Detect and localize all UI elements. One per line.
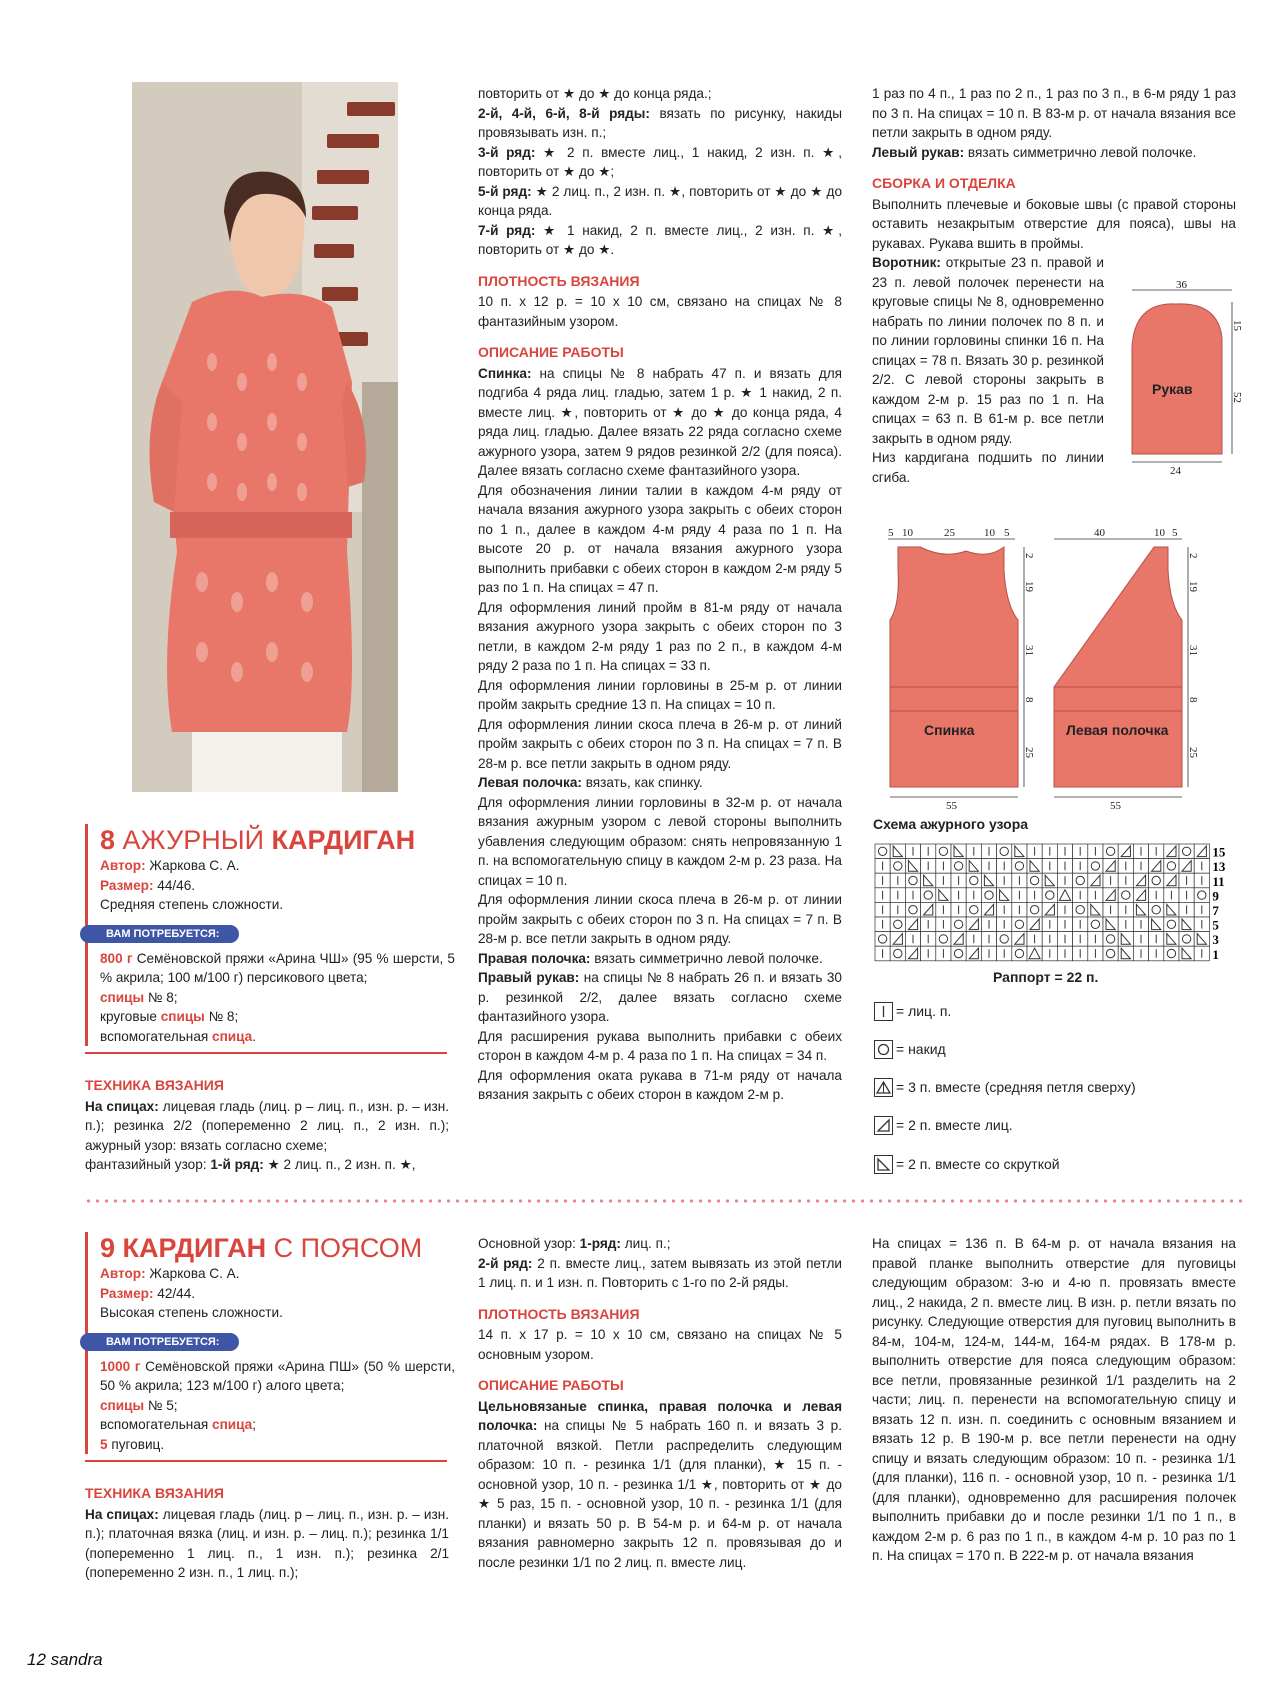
chart-cell	[1118, 888, 1133, 903]
item8-materials-badge: ВАМ ПОТРЕБУЕТСЯ:	[80, 925, 239, 943]
front-v3: 31	[1187, 645, 1199, 656]
right-sleeve-instruction: Правый рукав: на спицы № 8 набрать 26 п. и вязать 30 р. резинкой 2/2, далее вязать согласно схеме фантазийного узора.	[478, 970, 842, 1024]
legend-two-together-twist: = 2 п. вместе со скруткой	[874, 1155, 1060, 1175]
item9-column-right	[872, 1234, 1236, 1614]
three-together-icon	[874, 1078, 893, 1097]
right-front-instruction: Правая полочка: вязать симметрично левой полочке.	[478, 950, 823, 966]
chart-cell	[981, 888, 996, 903]
chart-cell	[1164, 859, 1179, 874]
section-separator	[84, 1199, 1242, 1203]
chart-cell	[1103, 946, 1118, 961]
item9-density-heading: ПЛОТНОСТЬ ВЯЗАНИЯ	[478, 1305, 640, 1322]
neck-instruction: Для оформления линии горловины в 25-м р. от линии пройм закрыть средние 13 п. На спицах = 10 п.	[478, 677, 842, 712]
yarn-over-icon	[874, 1040, 893, 1059]
item9-technique-heading: ТЕХНИКА ВЯЗАНИЯ	[85, 1485, 224, 1501]
back-top-4: 10	[984, 527, 995, 539]
item9-size: Размер: 42/44.	[100, 1285, 196, 1301]
section-heading-assembly: СБОРКА И ОТДЕЛКА	[872, 175, 1016, 191]
sleeve-increase-instruction: Для расширения рукава выполнить прибавки с обеих сторон в каждом 4-м р. 4 раза по 1 п. На спицах = 34 п.	[478, 1028, 842, 1063]
two-together-knit-icon	[874, 1116, 893, 1135]
item9-density-text: 14 п. х 17 р. = 10 х 10 см, связано на спицах № 5 основным узором.	[478, 1327, 842, 1362]
item8-circular-needles: круговые спицы № 8;	[100, 1009, 239, 1024]
item9-aux-needle: вспомогательная спица;	[100, 1417, 257, 1432]
legend-three-together: = 3 п. вместе (средняя петля сверху)	[874, 1078, 1136, 1098]
front-v5: 25	[1187, 747, 1199, 758]
rapport-label: Раппорт = 22 п.	[993, 969, 1099, 985]
row-number: 11	[1212, 873, 1225, 889]
back-label: Спинка	[924, 722, 975, 738]
front-top-1: 40	[1094, 527, 1105, 539]
sleeve-top-width: 36	[1176, 280, 1187, 291]
chart-cell	[1012, 859, 1027, 874]
front-v1: 2	[1187, 553, 1199, 559]
row-5-instruction: 5-й ряд: ★ 2 лиц. п., 2 изн. п. ★, повторить от ★ до ★ до конца ряда.	[478, 183, 842, 218]
front-v4: 8	[1187, 697, 1199, 703]
item9-technique	[85, 1470, 449, 1600]
hem-instruction: Низ кардигана подшить по линии сгиба.	[872, 450, 1104, 485]
collar-instruction: Воротник: открытые 23 п. правой и 23 п. левой полочек перенести на круговые спицы № 8, одновременно набрать по линии полочек по 8 п. и по линии горловины спинки 16 п. На спицах = 78 п. Вязать 30 р. резинкой 2/2. С левой стороны закрыть в каждом 2-м р. 15 раз по 1 п. На спицах = 63 п. В 61-м р. все петли закрыть в одном ряду.	[872, 255, 1104, 446]
chart-cell	[1012, 917, 1027, 932]
chart-cell	[936, 844, 951, 859]
back-bottom-width: 55	[946, 800, 957, 812]
chart-cell	[1073, 902, 1088, 917]
item9-description-text: Цельновязаные спинка, правая полочка и левая полочка: на спицы № 5 набрать 160 п. и вязать 3 р. платочной вязкой. Петли распределить следующим образом: 10 п. - резинка 1/1 (для планки), ★ 15 п. - основной узор, 10 п. - резинка 1/1 ★, повторить от ★ до ★ 5 раз, 15 п. - основной узор, 10 п. - резинка 1/1 (для планки) и вязать 50 р. В 54-м р. и 64-м р. от начала вязания равномерно закрыть 12 п. провязывая до и после резинки 1/1 по 2 лиц. п. вместе лиц.	[478, 1398, 842, 1570]
front-bottom-width: 55	[1110, 800, 1121, 812]
item9-title: 9 КАРДИГАН С ПОЯСОМ	[100, 1233, 423, 1263]
item8-aux-needle: вспомогательная спица.	[100, 1028, 257, 1044]
text-paragraph: повторить от ★ до ★ до конца ряда.;	[478, 86, 712, 101]
text-paragraph: 1 раз по 4 п., 1 раз по 2 п., 1 раз по 3 п., в 6-м ряду 1 раз по 3 п. На спицах = 10 п. В 83-м р. от начала вязания все петли закрыть в одном ряду.	[872, 86, 1236, 140]
main-pattern-row1: Основной узор: 1-ряд: лиц. п.;	[478, 1236, 671, 1251]
scheme-title: Схема ажурного узора	[873, 816, 1029, 832]
item9-difficulty: Высокая степень сложности.	[100, 1305, 283, 1320]
item8-technique	[85, 1062, 449, 1182]
chart-cell	[905, 902, 920, 917]
left-shoulder-instruction: Для оформления линии скоса плеча в 26-м р. от линии пройм закрыть с обеих сторон по 3 п. На спицах = 7 п. В 28-м р. все петли закрыть в одном ряду.	[478, 892, 842, 946]
chart-cell	[1149, 902, 1164, 917]
back-and-front-diagram	[880, 525, 1242, 815]
page-footer: 12 sandra	[27, 1650, 103, 1669]
item9-needles: спицы № 5;	[100, 1397, 178, 1413]
chart-cell	[1103, 844, 1118, 859]
item9-description-heading: ОПИСАНИЕ РАБОТЫ	[478, 1377, 624, 1393]
row-number: 15	[1212, 844, 1226, 860]
section-heading-density: ПЛОТНОСТЬ ВЯЗАНИЯ	[478, 272, 640, 289]
chart-cell	[951, 859, 966, 874]
chart-cell	[1164, 946, 1179, 961]
item8-title: 8 АЖУРНЫЙ КАРДИГАН	[100, 825, 416, 855]
row-7-instruction: 7-й ряд: ★ 1 накид, 2 п. вместе лиц., 2 изн. п. ★, повторить от ★ до ★.	[478, 222, 842, 257]
back-v5: 25	[1023, 747, 1035, 758]
item8-technique-heading: ТЕХНИКА ВЯЗАНИЯ	[85, 1077, 224, 1093]
chart-cell	[1073, 873, 1088, 888]
row-number: 7	[1212, 903, 1219, 918]
chart-cell	[1027, 873, 1042, 888]
section-heading-description: ОПИСАНИЕ РАБОТЫ	[478, 344, 624, 360]
legend-yarn-over: = накид	[874, 1040, 946, 1060]
item8-fantasy-pattern: фантазийный узор: 1-й ряд: ★ 2 лиц. п., 2 изн. п. ★,	[85, 1157, 416, 1172]
item8-divider	[85, 1052, 447, 1054]
item9-header	[85, 1232, 455, 1454]
item9-continued-text: На спицах = 136 п. В 64-м р. от начала вязания на правой планке выполнить отверстие для пуговицы следующим образом: 3-ю и 4-ю п. провязать вместе лиц., 2 накида, 2 п. вместе лиц. В изн. р. петли вязать по рисунку. Следующие отверстия для пуговиц выполнить в 84-м, 104-м, 124-м, 144-м, 164-м рядах. В 178-м р. выполнить отверстие для пояса следующим образом: все петли, провязанные резинкой 1/1 разделить на 2 части; лиц. п. перенести на вспомогательную спицу и вязать 12 п. изн. п. соединить с основным вязанием и вязать 12 р. В 190-м р. все петли перенести на одну спицу и вязать следующим образом: 10 п. - резинка 1/1 (для планки), 116 п. - основной узор, 10 п. - резинка 1/1 (для планки), одновременно для расширения полочек выполнить прибавки до и после резинки 1/1 по 1 п., в каждом 2-м р. 6 раз по 1 п., в каждом 4-м р. 10 раз по 1 п. На спицах = 170 п. В 222-м р. от начала вязания	[872, 1236, 1236, 1563]
armhole-instruction: Для оформления линий пройм в 81-м ряду от начала вязания ажурного узора закрыть с обеих сторон по 3 петли, в каждом 2-м ряду 1 раз по 2 п., в каждом 4-м ряду 2 раза по 1 п. На спицах = 33 п.	[478, 599, 842, 673]
row-2-instruction: 2-й, 4-й, 6-й, 8-й ряды: вязать по рисунку, накиды провязывать изн. п.;	[478, 105, 842, 140]
chart-cell	[890, 917, 905, 932]
chart-cell	[1088, 859, 1103, 874]
chart-cell	[1042, 888, 1057, 903]
sleeve-length: 52	[1231, 392, 1243, 403]
left-front-instruction: Левая полочка: вязать, как спинку.	[478, 775, 703, 790]
two-together-twist-icon	[874, 1155, 893, 1174]
item9-yarn: 1000 г Семёновской пряжи «Арина ПШ» (50 % шерсти, 50 % акрила; 123 м/100 г) алого цвета;	[100, 1358, 455, 1393]
item8-needles: спицы № 8;	[100, 989, 178, 1005]
front-label: Левая полочка	[1066, 722, 1169, 738]
back-top-5: 5	[1004, 527, 1010, 539]
sleeve-bottom-width: 24	[1170, 465, 1181, 475]
back-v3: 31	[1023, 645, 1035, 656]
chart-cell	[1149, 873, 1164, 888]
item9-materials-badge: ВАМ ПОТРЕБУЕТСЯ:	[80, 1333, 239, 1351]
back-v1: 2	[1023, 553, 1035, 559]
chart-cell	[936, 932, 951, 947]
row-number: 5	[1212, 917, 1219, 933]
row-3-instruction: 3-й ряд: ★ 2 п. вместе лиц., 1 накид, 2 изн. п. ★, повторить от ★ до ★;	[478, 144, 842, 179]
item9-author: Автор: Жаркова С. А.	[100, 1266, 240, 1281]
back-instruction: Спинка: на спицы № 8 набрать 47 п. и вязать для подгиба 4 ряда лиц. гладью, затем 1 р. ★ 1 накид, 2 п. вместе лиц. ★, повторить от ★ до ★ до конца ряда, 4 ряда лиц. гладью. Далее вязать 22 ряда согласно схеме ажурного узора, затем 9 рядов резинкой 2/2 (для пояса). Далее вязать согласно схеме фантазийного узора.	[478, 365, 842, 478]
chart-cell	[905, 873, 920, 888]
sleeve-label: Рукав	[1152, 381, 1193, 397]
chart-cell	[890, 859, 905, 874]
back-top-3: 25	[944, 527, 955, 539]
chart-cell	[1164, 917, 1179, 932]
chart-cell	[1012, 946, 1027, 961]
sleeve-diagram	[1118, 280, 1246, 475]
item9-buttons: 5 пуговиц.	[100, 1436, 165, 1452]
chart-cell	[875, 932, 890, 947]
sleeve-cap-height: 15	[1231, 320, 1243, 331]
chart-cell	[1027, 902, 1042, 917]
chart-cell	[997, 932, 1012, 947]
main-pattern-row2: 2-й ряд: 2 п. вместе лиц., затем вывязать из этой петли 1 лиц. п. и 1 изн. п. Повторить с 1-го по 2-й ряды.	[478, 1255, 842, 1290]
front-v2: 19	[1187, 581, 1199, 592]
row-number: 13	[1212, 859, 1226, 875]
waist-instruction: Для обозначения линии талии в каждом 4-м ряду от начала вязания ажурного узора закрыть с обеих сторон по 1 п., далее в каждом 4-м ряду 4 раза по 1 п. На высоте 20 р. от начала вязания ажурного узора выполнить прибавки с обеих сторон в каждом 2-м ряду 5 раз по 1 п. На спицах = 47 п.	[478, 482, 842, 595]
back-top-1: 5	[888, 527, 894, 539]
item8-size: Размер: 44/46.	[100, 877, 196, 893]
density-text: 10 п. х 12 р. = 10 х 10 см, связано на спицах № 8 фантазийным узором.	[478, 294, 842, 329]
chart-cell	[1103, 932, 1118, 947]
assembly-text: Выполнить плечевые и боковые швы (с правой стороны оставить незакрытым отверстие для пояса), швы на рукавах. Рукава вшить в проймы.	[872, 196, 1236, 251]
item8-header	[85, 824, 455, 1046]
chart-cell	[966, 873, 981, 888]
row-number: 3	[1212, 932, 1219, 948]
front-top-2: 10	[1154, 527, 1165, 539]
chart-cell	[875, 844, 890, 859]
column-middle-top	[478, 84, 842, 1184]
sleeve-cap-instruction: Для оформления оката рукава в 71-м ряду от начала вязания закрыть с обеих сторон в каждом 2-м р.	[478, 1067, 842, 1102]
item9-column-middle	[478, 1234, 842, 1614]
item8-yarn: 800 г Семёновской пряжи «Арина ЧШ» (95 % шерсти, 5 % акрила; 100 м/100 г) персикового цвета;	[100, 950, 455, 985]
chart-cell	[966, 902, 981, 917]
stitch-chart	[873, 842, 1245, 992]
item8-author: Автор: Жаркова С. А.	[100, 858, 240, 873]
row-number: 1	[1212, 946, 1219, 962]
cardigan-photo-illustration	[132, 82, 398, 792]
row-number: 9	[1212, 888, 1219, 904]
chart-cell	[1194, 888, 1209, 903]
left-neck-instruction: Для оформления линии горловины в 32-м р. от начала вязания ажурным узором с левой стороны выполнить убавления следующим образом: снять непровязанную 1 п. на вспомогательную спицу в каждом 2-м р. 23 раза. На спицах = 10 п.	[478, 794, 842, 888]
legend-knit: = лиц. п.	[874, 1002, 951, 1022]
chart-cell	[951, 946, 966, 961]
legend-two-together-knit: = 2 п. вместе лиц.	[874, 1116, 1013, 1136]
back-v4: 8	[1023, 697, 1035, 703]
chart-cell	[921, 888, 936, 903]
item8-technique-text: На спицах: лицевая гладь (лиц. р – лиц. п., изн. р. – изн. п.); резинка 2/2 (попеременно 2 лиц. п., 2 изн. п.); ажурный узор: вязать согласно схеме;	[85, 1098, 449, 1153]
chart-cell	[997, 844, 1012, 859]
chart-cell	[890, 946, 905, 961]
chart-cell	[951, 917, 966, 932]
shoulder-instruction: Для оформления линии скоса плеча в 26-м р. от линий пройм закрыть с обеих сторон по 3 п. На спицах = 7 п. В 28-м р. все петли закрыть в одном ряду.	[478, 716, 842, 771]
left-sleeve-instruction: Левый рукав: вязать симметрично левой полочке.	[872, 144, 1197, 160]
item9-technique-text: На спицах: лицевая гладь (лиц. р – лиц. п., изн. р. – изн. п.); платочная вязка (лиц. и изн. р. – лиц. п.); резинка 1/1 (попеременно 1 лиц. п., 1 изн. п.); резинка 2/1 (попеременно 2 изн. п., 1 лиц. п.);	[85, 1506, 449, 1580]
chart-cell	[1088, 917, 1103, 932]
chart-cell	[1179, 844, 1194, 859]
back-top-2: 10	[902, 527, 913, 539]
item8-difficulty: Средняя степень сложности.	[100, 897, 284, 912]
product-photo	[132, 82, 398, 792]
chart-cell	[1179, 932, 1194, 947]
knit-stitch-icon	[874, 1002, 893, 1021]
item9-divider	[85, 1460, 447, 1462]
back-v2: 19	[1023, 581, 1035, 592]
front-top-3: 5	[1172, 527, 1178, 539]
